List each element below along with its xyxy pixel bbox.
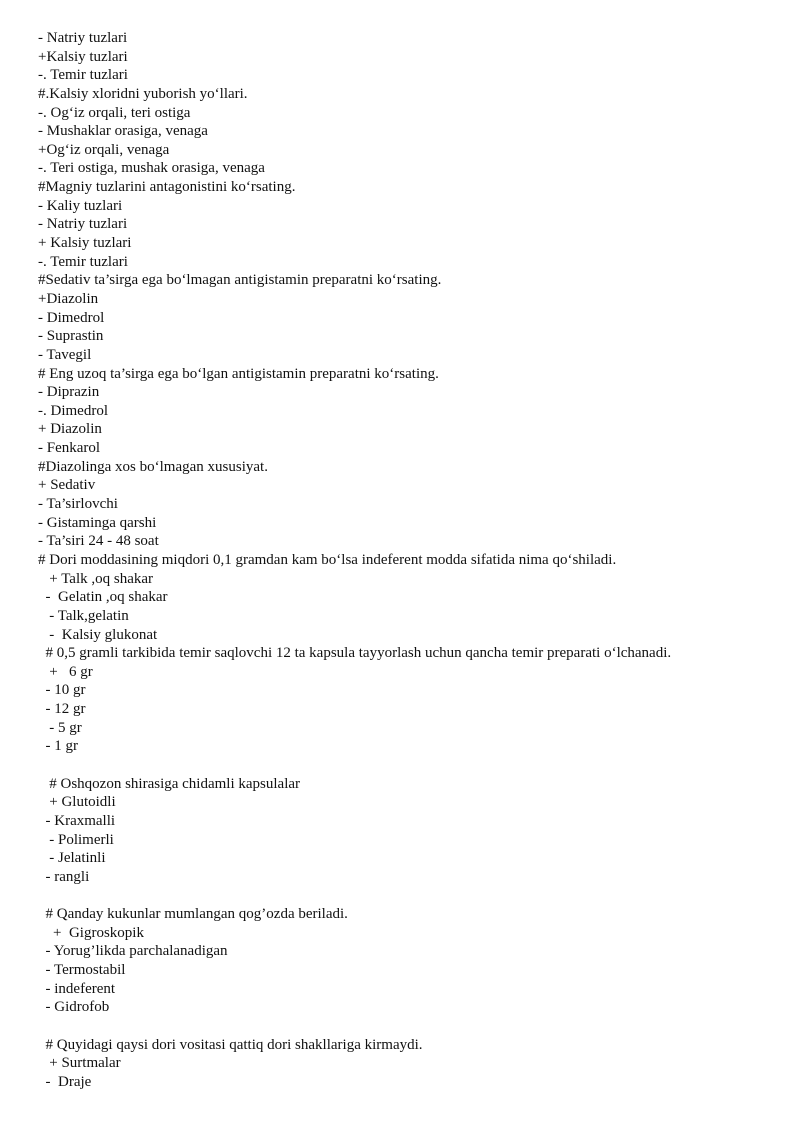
- text-line: + Glutoidli: [38, 794, 116, 811]
- text-line: - Kalsiy glukonat: [38, 626, 158, 643]
- text-line: - 12 gr: [38, 701, 86, 718]
- text-line: # Qanday kukunlar mumlangan qog’ozda beriladi.: [38, 906, 348, 923]
- text-line: + Surtmalar: [38, 1055, 121, 1072]
- text-line: - indeferent: [38, 980, 116, 997]
- text-line: -. Temir tuzlari: [38, 253, 128, 270]
- document-page: [0, 29, 800, 1092]
- text-line: # 0,5 gramli tarkibida temir saqlovchi 12 ta kapsula tayyorlash uchun qancha temir preparati o‘lchanadi.: [38, 645, 672, 662]
- text-line: -. Teri ostiga, mushak orasiga, venaga: [38, 160, 265, 177]
- text-line: + 6 gr: [38, 663, 93, 680]
- blank-line: [0, 1017, 800, 1036]
- text-line: - 5 gr: [38, 719, 82, 736]
- text-line: - Termostabil: [38, 962, 126, 979]
- text-line: # Dori moddasining miqdori 0,1 gramdan kam bo‘lsa indeferent modda sifatida nima qo‘shiladi.: [38, 551, 617, 568]
- text-line: - rangli: [38, 868, 90, 885]
- text-line: +Kalsiy tuzlari: [38, 48, 128, 65]
- text-line: - Ta’siri 24 - 48 soat: [38, 533, 159, 550]
- text-line: - Kaliy tuzlari: [38, 197, 123, 214]
- text-line: - 10 gr: [38, 682, 86, 699]
- text-line: - Kraxmalli: [38, 812, 116, 829]
- text-line: - Draje: [38, 1073, 92, 1090]
- text-line: -. Dimedrol: [38, 402, 108, 419]
- blank-line: [0, 756, 800, 775]
- text-line: -. Temir tuzlari: [38, 67, 128, 84]
- text-line: - Jelatinli: [38, 850, 106, 867]
- text-line: - Suprastin: [38, 328, 104, 345]
- text-line: #Magniy tuzlarini antagonistini ko‘rsating.: [38, 179, 296, 196]
- text-line: - Natriy tuzlari: [38, 216, 128, 233]
- text-line: + Gigroskopik: [38, 924, 144, 941]
- text-line: #.Kalsiy xloridni yuborish yo‘llari.: [38, 85, 248, 102]
- text-line: - Polimerli: [38, 831, 114, 848]
- text-line: - Mushaklar orasiga, venaga: [38, 123, 208, 140]
- text-line: - Fenkarol: [38, 440, 101, 457]
- text-line: # Oshqozon shirasiga chidamli kapsulalar: [38, 775, 301, 792]
- text-line: - Natriy tuzlari: [38, 30, 128, 46]
- text-line: - Talk,gelatin: [38, 607, 129, 624]
- text-line: +Diazolin: [38, 290, 99, 307]
- text-line: - Tavegil: [38, 346, 92, 363]
- text-line: + Sedativ: [38, 477, 96, 494]
- text-line: - 1 gr: [38, 738, 78, 755]
- text-line: + Talk ,oq shakar: [38, 570, 154, 587]
- text-line: #Diazolinga xos bo‘lmagan xususiyat.: [38, 458, 268, 475]
- text-line: - Ta’sirlovchi: [38, 496, 118, 513]
- text-line: - Gidrofob: [38, 999, 110, 1016]
- text-line: - Yorug’likda parchalanadigan: [38, 943, 228, 960]
- text-line: #Sedativ ta’sirga ega bo‘lmagan antigistamin preparatni ko‘rsating.: [38, 272, 442, 289]
- text-line: - Diprazin: [38, 384, 100, 401]
- text-line: # Quyidagi qaysi dori vositasi qattiq dori shakllariga kirmaydi.: [38, 1036, 423, 1053]
- text-line: + Kalsiy tuzlari: [38, 235, 132, 252]
- text-line: - Dimedrol: [38, 309, 105, 326]
- text-line: + Diazolin: [38, 421, 102, 438]
- text-line: - Gistaminga qarshi: [38, 514, 157, 531]
- text-line: - Gelatin ,oq shakar: [38, 589, 168, 606]
- blank-line: [0, 886, 800, 905]
- text-line: # Eng uzoq ta’sirga ega bo‘lgan antigistamin preparatni ko‘rsating.: [38, 365, 439, 382]
- text-line: +Og‘iz orqali, venaga: [38, 141, 170, 158]
- text-line: -. Og‘iz orqali, teri ostiga: [38, 104, 191, 121]
